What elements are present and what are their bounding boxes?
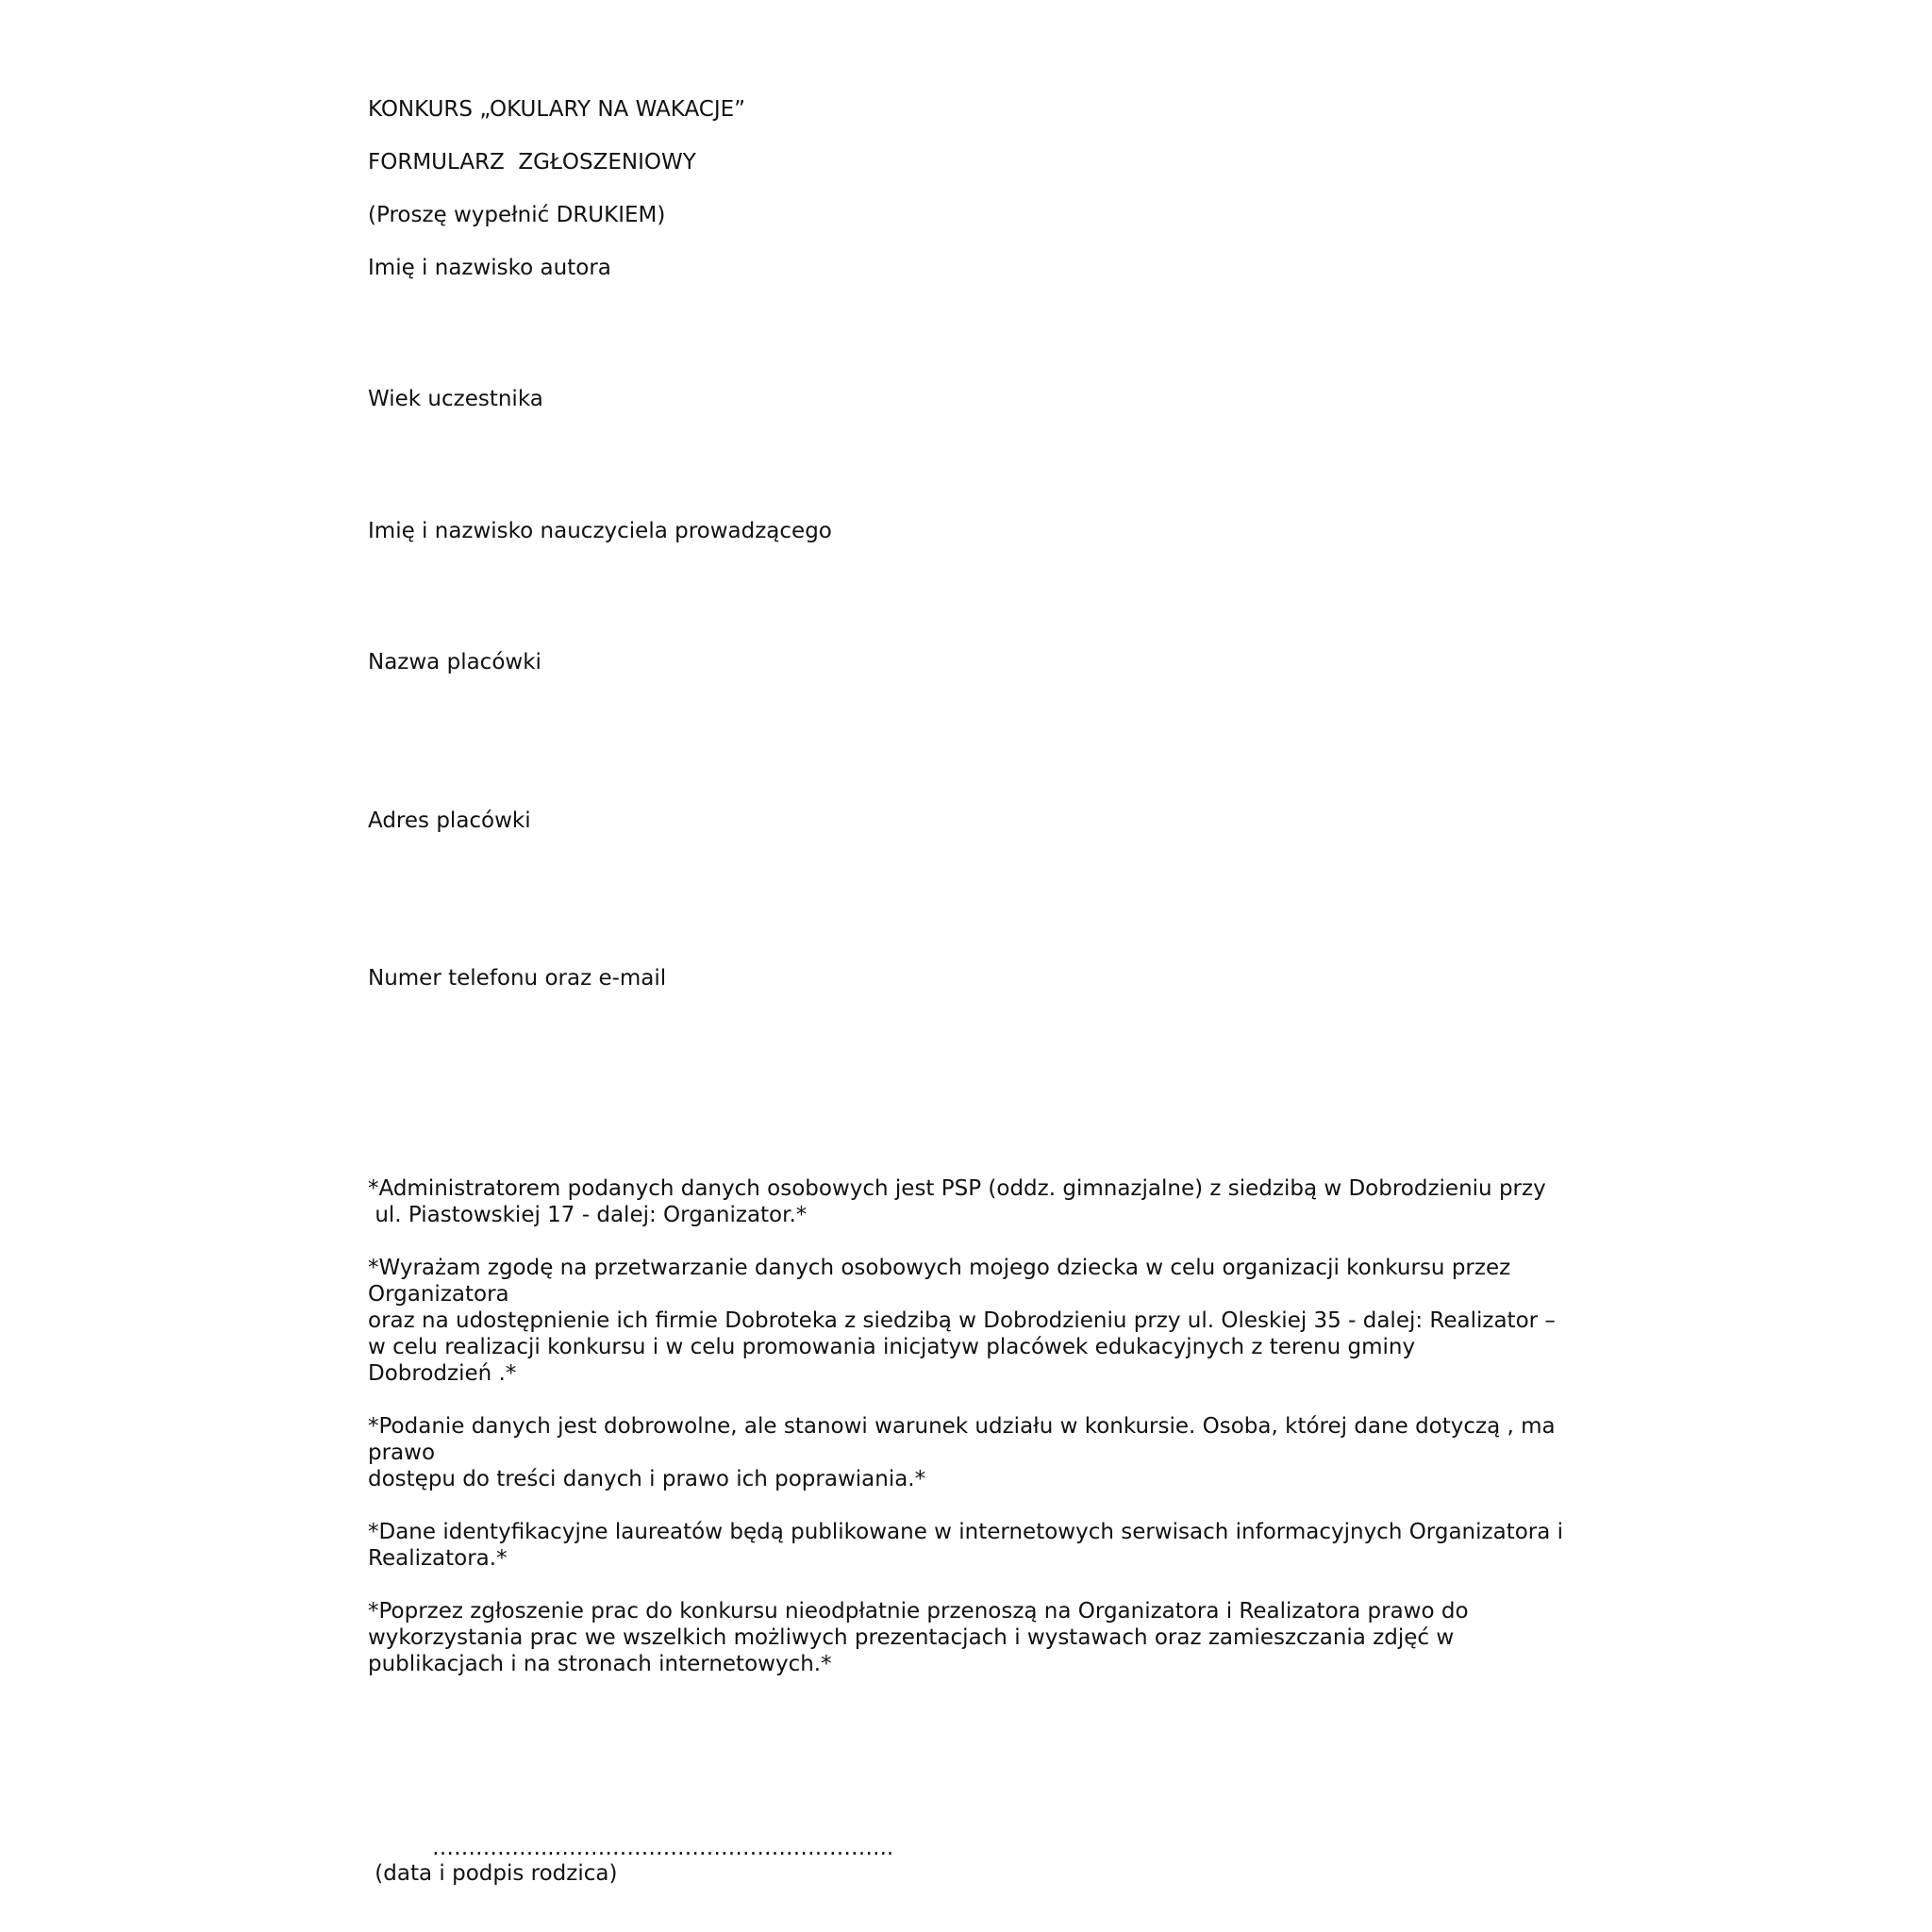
field-label-age: Wiek uczestnika	[368, 387, 543, 411]
clause-consent: *Wyrażam zgodę na przetwarzanie danych osobowych mojego dziecka w celu organizacji konkursu przez Organizatora oraz na udostępnienie ich firmie Dobroteka z siedzibą w Dobrodzieniu przy ul. Oleskiej 35 - dalej: Realizator – w celu realizacji konkursu i w celu promowania inicjatyw placówek edukacyjnych z terenu gminy Dobrodzień .*	[368, 1256, 1556, 1386]
clause-publication: *Dane identyfikacyjne laureatów będą publikowane w internetowych serwisach informacyjnych Organizatora i Realizatora.*	[368, 1520, 1564, 1571]
signature-line: ……………..………………………………………..	[432, 1836, 894, 1860]
form-title: KONKURS „OKULARY NA WAKACJE”	[368, 97, 746, 122]
field-label-author-name: Imię i nazwisko autora	[368, 256, 611, 280]
field-label-phone-email: Numer telefonu oraz e-mail	[368, 966, 667, 991]
clause-rights: *Poprzez zgłoszenie prac do konkursu nieodpłatnie przenoszą na Organizatora i Realizatora prawo do wykorzystania prac we wszelkich możliwych prezentacjach i wystawach oraz zamieszczania zdjęć w publikacjach i na stronach internetowych.*	[368, 1599, 1469, 1676]
clause-administrator: *Administratorem podanych danych osobowych jest PSP (oddz. gimnazjalne) z siedzibą w Dobrodzieniu przy ul. Piastowskiej 17 - dalej: Organizator.*	[368, 1176, 1546, 1227]
field-label-teacher-name: Imię i nazwisko nauczyciela prowadzącego	[368, 519, 832, 543]
signature-caption: (data i podpis rodzica)	[368, 1861, 618, 1886]
form-subtitle: FORMULARZ ZGŁOSZENIOWY	[368, 150, 696, 175]
field-label-institution-name: Nazwa placówki	[368, 650, 541, 675]
field-label-institution-address: Adres placówki	[368, 808, 531, 833]
clause-voluntary: *Podanie danych jest dobrowolne, ale stanowi warunek udziału w konkursie. Osoba, której dane dotyczą , ma prawo dostępu do treści danych i prawo ich poprawiania.*	[368, 1414, 1556, 1491]
form-instruction: (Proszę wypełnić DRUKIEM)	[368, 203, 666, 227]
